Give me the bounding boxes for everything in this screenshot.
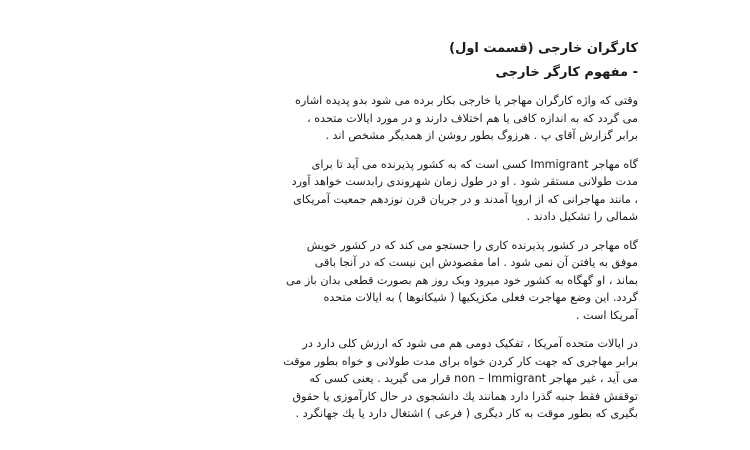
paragraph-3: [108, 237, 638, 325]
text-line: وقتی که واژه کارگران مهاجر یا خارجی بکار برده می شود بدو پدیده اشاره: [295, 94, 638, 107]
text-line: می آید ، غیر مهاجر non – Immigrant قرار می گیرید . یعنی کسی که: [309, 372, 638, 385]
section-heading: - مفهوم کارگر خارجی: [495, 65, 638, 80]
text-line: موفق به یافتن آن نمی شود . اما مقصودش این نیست که در آنجا باقی: [314, 256, 638, 269]
document-title: کارگران خارجی (قسمت اول): [449, 41, 638, 56]
text-line: برابر گزارش آقای پ . هرزوگ بطور روشن از همدیگر مشخص اند .: [325, 129, 638, 142]
text-line: در ایالات متحده آمریکا ، تفکیک دومی هم می شود که ارزش کلی دارد در: [302, 337, 638, 350]
text-line: برابر مهاجری که جهت کار کردن خواه برای مدت طولانی و خواه بطور موقت: [283, 354, 638, 368]
text-line: می گردد که به اندازه کافی یا هم اختلاف دارند و در مورد ایالات متحده ،: [307, 111, 638, 125]
text-line: مدت طولانی مستقر شود . او در طول زمان شهروندی رابدست خواهد آورد: [291, 175, 638, 188]
paragraph-1: [108, 92, 638, 145]
document-body: [108, 40, 638, 423]
text-line: شمالی را تشکیل دادند .: [526, 210, 638, 223]
text-line: آمریکا است .: [575, 308, 638, 322]
text-line: توقفش فقط جنبه گذرا دارد همانند یك دانشجوی در حال کارآموزی یا حقوق: [292, 389, 638, 403]
paragraph-4: [108, 335, 638, 423]
text-line: ، مانند مهاجرانی که از اروپا آمدند و در جریان قرن نوزدهم جمعیت آمریکای: [293, 192, 638, 206]
text-line: گردد. این وضع مهاجرت فعلی مکزیکیها ( شیکانوها ) به ایالات متحده: [323, 291, 638, 304]
text-line: بگیری که بطور موقت به کار دیگری ( فرعی ) اشتغال دارد یا یك جهانگرد .: [295, 407, 638, 420]
text-line: گاه مهاجر Immigrant کسی است که به کشور پذیرنده می آید تا برای: [311, 157, 638, 171]
text-line: گاه مهاجر در کشور پذیرنده کاری را جستجو می کند که در کشور خویش: [306, 238, 638, 252]
text-line: بماند ، او گهگاه به کشور خود میرود وبک روز هم بصورت قطعی بدان باز می: [286, 273, 638, 287]
paragraph-2: [108, 156, 638, 226]
